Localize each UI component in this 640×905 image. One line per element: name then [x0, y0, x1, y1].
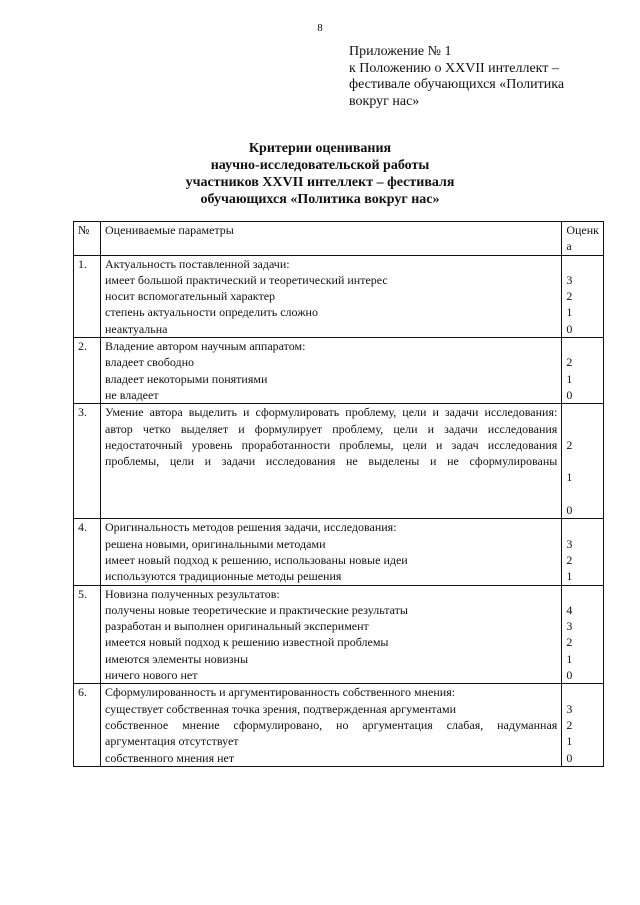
score-value: 0	[566, 321, 573, 336]
title-line: Критерии оценивания	[248, 141, 392, 156]
criterion-title: Новизна полученных результатов:	[105, 586, 280, 601]
criterion-row	[74, 255, 604, 337]
score-value: 3	[566, 272, 573, 287]
score-value: 1	[566, 371, 573, 386]
criterion-option: автор четко выделяет и формулирует проблему, цели и задачи исследования	[105, 421, 558, 436]
criterion-option: неактуальна	[105, 321, 168, 336]
criterion-option: носит вспомогательный характер	[105, 289, 276, 304]
header-score	[562, 222, 604, 256]
appendix-line: Приложение № 1	[349, 44, 452, 59]
criterion-number: 6.	[74, 684, 101, 766]
criterion-scores	[562, 338, 604, 404]
header-number: №	[74, 222, 101, 256]
criterion-parameters	[101, 684, 562, 766]
criterion-number: 4.	[74, 519, 101, 585]
criterion-title: Актуальность поставленной задачи:	[105, 256, 290, 271]
criterion-option: проблемы, цели и задачи исследования не выделены и не сформулированы	[105, 454, 558, 469]
score-value: 0	[566, 668, 573, 683]
score-value: 3	[566, 536, 573, 551]
criterion-title: Умение автора выделить и сформулировать проблему, цели и задачи исследования:	[105, 405, 558, 420]
score-value: 1	[566, 569, 573, 584]
criterion-scores	[562, 684, 604, 766]
score-value: 4	[566, 602, 573, 617]
criterion-option: получены новые теоретические и практические результаты	[105, 602, 408, 617]
score-value: 0	[566, 750, 573, 765]
criterion-parameters	[101, 404, 562, 519]
score-value: 0	[566, 387, 573, 402]
criterion-option: собственное мнение сформулировано, но аргументация слабая, надуманная	[105, 717, 558, 732]
page-number: 8	[317, 22, 323, 34]
criterion-row	[74, 519, 604, 585]
score-value: 2	[566, 355, 573, 370]
criterion-option: имеет новый подход к решению, использованы новые идеи	[105, 552, 408, 567]
criterion-number: 3.	[74, 404, 101, 519]
criterion-scores	[562, 255, 604, 337]
criterion-option: разработан и выполнен оригинальный эксперимент	[105, 619, 369, 634]
criterion-option: имеет большой практический и теоретический интерес	[105, 272, 388, 287]
title-line: обучающихся «Политика вокруг нас»	[200, 192, 440, 207]
criterion-row	[74, 404, 604, 519]
criterion-option: владеет свободно	[105, 355, 195, 370]
criterion-option: степень актуальности определить сложно	[105, 305, 318, 320]
criterion-parameters	[101, 338, 562, 404]
criterion-option: используются традиционные методы решения	[105, 569, 342, 584]
criterion-number: 1.	[74, 255, 101, 337]
criterion-parameters	[101, 585, 562, 684]
criterion-option: владеет некоторыми понятиями	[105, 371, 268, 386]
criterion-option: аргументация отсутствует	[105, 734, 239, 749]
criterion-row	[74, 684, 604, 766]
header-parameters: Оцениваемые параметры	[101, 222, 562, 256]
criterion-scores	[562, 404, 604, 519]
score-value: 2	[566, 552, 573, 567]
criterion-parameters	[101, 519, 562, 585]
title-line: участников XXVII интеллект – фестиваля	[185, 175, 455, 190]
criterion-option: имеется новый подход к решению известной проблемы	[105, 635, 389, 650]
score-value: 1	[566, 651, 573, 666]
score-value: 1	[566, 734, 573, 749]
criterion-number: 2.	[74, 338, 101, 404]
score-value: 1	[566, 470, 573, 485]
criterion-option: имеются элементы новизны	[105, 651, 249, 666]
score-value: 0	[566, 503, 573, 518]
header-score-line: а	[566, 239, 572, 254]
criterion-option: не владеет	[105, 387, 159, 402]
score-value: 2	[566, 635, 573, 650]
criterion-row	[74, 338, 604, 404]
criterion-option: ничего нового нет	[105, 668, 198, 683]
score-value: 3	[566, 619, 573, 634]
criteria-table	[73, 221, 604, 767]
score-value: 2	[566, 437, 573, 452]
title-line: научно-исследовательской работы	[210, 158, 430, 173]
appendix-line: к Положению о XXVII интеллект –	[349, 60, 559, 76]
criterion-number: 5.	[74, 585, 101, 684]
criterion-option: собственного мнения нет	[105, 750, 235, 765]
criterion-option: недостаточный уровень проработанности проблемы, цели и задач исследования	[105, 437, 558, 452]
criterion-title: Владение автором научным аппаратом:	[105, 339, 306, 354]
table-header-row	[74, 222, 604, 256]
criterion-parameters	[101, 255, 562, 337]
score-value: 1	[566, 305, 573, 320]
criterion-scores	[562, 585, 604, 684]
appendix-line: фестивале обучающихся «Политика	[349, 77, 565, 92]
criterion-title: Сформулированность и аргументированность собственного мнения:	[105, 685, 456, 700]
score-value: 2	[566, 289, 573, 304]
header-score-line: Оценк	[566, 223, 599, 237]
criterion-title: Оригинальность методов решения задачи, исследования:	[105, 520, 397, 535]
criterion-option: существует собственная точка зрения, подтвержденная аргументами	[105, 701, 457, 716]
criterion-scores	[562, 519, 604, 585]
document-title	[0, 140, 640, 208]
criterion-row	[74, 585, 604, 684]
criterion-option: решена новыми, оригинальными методами	[105, 536, 326, 551]
appendix-line: вокруг нас»	[349, 93, 420, 109]
appendix-reference	[349, 44, 609, 110]
score-value: 2	[566, 717, 573, 732]
score-value: 3	[566, 701, 573, 716]
